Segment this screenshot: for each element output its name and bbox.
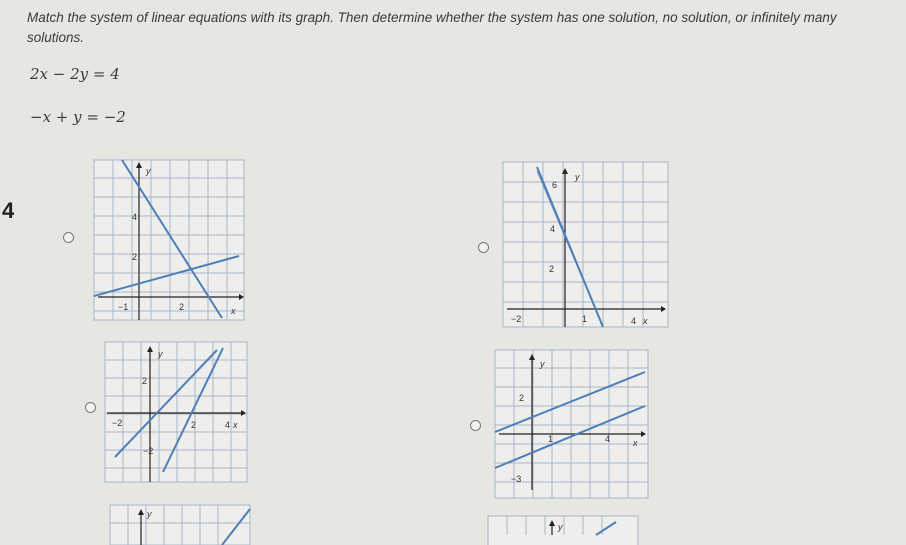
svg-text:4: 4 [550,224,556,234]
svg-text:2: 2 [549,264,555,274]
instructions: Match the system of linear equations with its graph. Then determine whether the system has one solution, no solution, or infinitely many solutions. [27,10,837,45]
svg-text:y: y [575,172,580,182]
graph-option-a [94,160,244,320]
radio-option-a[interactable] [63,232,74,243]
svg-text:4: 4 [225,420,231,430]
graph-partial-right [488,516,638,535]
svg-text:−2: −2 [511,314,522,324]
svg-text:1: 1 [548,434,554,444]
graph-partial-left [110,505,250,545]
svg-text:4: 4 [631,316,637,326]
svg-text:x: x [633,438,638,448]
svg-text:y: y [146,166,151,176]
svg-text:y: y [158,349,163,359]
graph-option-b [503,162,668,327]
svg-text:4: 4 [132,212,138,222]
svg-text:6: 6 [552,180,558,190]
svg-text:1: 1 [582,314,588,324]
svg-text:y: y [147,509,152,519]
radio-option-c[interactable] [85,402,96,413]
graph-option-d [495,350,648,498]
svg-text:2: 2 [179,302,185,312]
svg-text:2: 2 [142,376,148,386]
equation-1: 2x − 2y = 4 [30,65,120,83]
svg-text:−1: −1 [118,302,129,312]
svg-text:x: x [643,316,648,326]
svg-text:y: y [558,522,563,532]
svg-text:x: x [233,420,238,430]
svg-text:2: 2 [519,393,525,403]
svg-text:x: x [231,306,236,316]
svg-text:2: 2 [132,252,138,262]
svg-text:−2: −2 [112,418,123,428]
graph-option-c [105,342,247,482]
question-number: 4 [2,198,15,223]
equation-2: −x + y = −2 [30,108,126,126]
svg-text:4: 4 [605,434,611,444]
svg-text:y: y [540,359,545,369]
svg-text:2: 2 [191,420,197,430]
svg-text:−2: −2 [143,446,154,456]
radio-option-b[interactable] [478,242,489,253]
svg-text:−3: −3 [511,474,522,484]
radio-option-d[interactable] [470,420,481,431]
